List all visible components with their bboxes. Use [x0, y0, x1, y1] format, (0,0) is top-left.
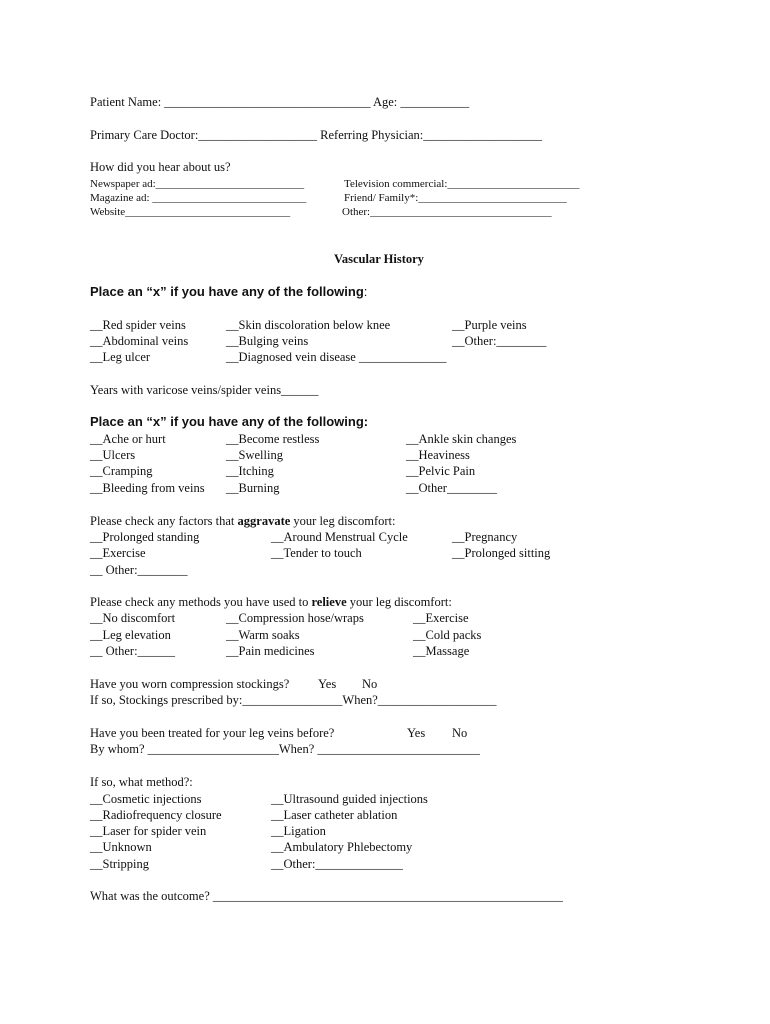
list-item: __Prolonged standing: [90, 530, 200, 544]
list-item: __Ankle skin changes: [406, 432, 517, 446]
hear-about-us-question: How did you hear about us?: [90, 160, 231, 174]
group1-heading-colon: :: [363, 284, 368, 299]
list-item: __Diagnosed vein disease ______________: [226, 350, 447, 364]
list-item: __Purple veins: [452, 318, 527, 332]
list-item: __Red spider veins: [90, 318, 186, 332]
referral-magazine: Magazine ad: ____________________________: [90, 192, 307, 204]
list-item: __Prolonged sitting: [452, 546, 551, 560]
list-item: __Itching: [226, 464, 274, 478]
aggravate-bold: aggravate: [237, 514, 291, 528]
method-heading: If so, what method?:: [90, 775, 193, 789]
list-item: __Bleeding from veins: [90, 481, 205, 495]
treated-yes: Yes: [407, 726, 426, 740]
doctor-line: Primary Care Doctor:___________________ Referring Physician:___________________: [90, 128, 543, 142]
list-item: __Other:________: [452, 334, 547, 348]
list-item: __Laser catheter ablation: [271, 808, 398, 822]
group1-heading: [90, 284, 367, 300]
aggravate-post: your leg discomfort:: [290, 514, 396, 528]
referral-friend: Friend/ Family*:___________________________: [344, 192, 567, 204]
years-varicose-line: Years with varicose veins/spider veins______: [90, 383, 319, 397]
list-item: __Tender to touch: [271, 546, 362, 560]
treated-by-whom: By whom? _____________________When? __________________________: [90, 742, 480, 756]
list-item: __Bulging veins: [226, 334, 309, 348]
list-item: __Ulcers: [90, 448, 136, 462]
stockings-yes: Yes: [318, 677, 337, 691]
patient-name-age-line: Patient Name: _________________________________ Age: ___________: [90, 95, 470, 109]
relieve-question: [90, 594, 452, 610]
group2-heading: Place an “x” if you have any of the following:: [90, 414, 369, 429]
list-item: __Ambulatory Phlebectomy: [271, 840, 413, 854]
list-item: __Leg elevation: [90, 628, 171, 642]
section-title: Vascular History: [334, 252, 424, 266]
list-item: __Exercise: [413, 611, 469, 625]
list-item: __ Other:________: [90, 563, 188, 577]
list-item: __Skin discoloration below knee: [226, 318, 391, 332]
list-item: __Ligation: [271, 824, 326, 838]
list-item: __Other________: [406, 481, 497, 495]
stockings-question: Have you worn compression stockings?: [90, 677, 290, 691]
treated-question: Have you been treated for your leg veins before?: [90, 726, 335, 740]
stockings-no: No: [362, 677, 378, 691]
list-item: __No discomfort: [90, 611, 176, 625]
referral-newspaper: Newspaper ad:___________________________: [90, 178, 305, 190]
referral-website: Website______________________________: [90, 206, 291, 218]
list-item: __Around Menstrual Cycle: [271, 530, 408, 544]
list-item: __Stripping: [90, 857, 150, 871]
list-item: __Burning: [226, 481, 280, 495]
treated-no: No: [452, 726, 468, 740]
list-item: __Warm soaks: [226, 628, 300, 642]
list-item: __Cramping: [90, 464, 153, 478]
referral-tv: Television commercial:________________________: [344, 178, 580, 190]
list-item: __Exercise: [90, 546, 146, 560]
list-item: __Cosmetic injections: [90, 792, 202, 806]
list-item: __Massage: [413, 644, 470, 658]
list-item: __Ache or hurt: [90, 432, 166, 446]
list-item: __Swelling: [226, 448, 283, 462]
group1-heading-text: Place an “x” if you have any of the following: [90, 284, 364, 299]
list-item: __Become restless: [226, 432, 320, 446]
list-item: __Laser for spider vein: [90, 824, 207, 838]
aggravate-question: [90, 513, 395, 529]
aggravate-pre: Please check any factors that: [90, 514, 238, 528]
list-item: __Pain medicines: [226, 644, 315, 658]
list-item: __Compression hose/wraps: [226, 611, 364, 625]
list-item: __Cold packs: [413, 628, 482, 642]
list-item: __Abdominal veins: [90, 334, 189, 348]
list-item: __Heaviness: [406, 448, 470, 462]
list-item: __Unknown: [90, 840, 152, 854]
list-item: __Pelvic Pain: [406, 464, 476, 478]
list-item: __Leg ulcer: [90, 350, 151, 364]
list-item: __Pregnancy: [452, 530, 518, 544]
relieve-bold: relieve: [311, 595, 347, 609]
outcome-line: What was the outcome? ________________________________________________________: [90, 889, 563, 903]
relieve-pre: Please check any methods you have used to: [90, 595, 312, 609]
list-item: __ Other:______: [90, 644, 176, 658]
list-item: __Radiofrequency closure: [90, 808, 222, 822]
list-item: __Ultrasound guided injections: [271, 792, 428, 806]
relieve-post: your leg discomfort:: [346, 595, 452, 609]
list-item: __Other:______________: [271, 857, 403, 871]
stockings-followup: If so, Stockings prescribed by:________________When?___________________: [90, 693, 497, 707]
referral-other: Other:_________________________________: [342, 206, 552, 218]
